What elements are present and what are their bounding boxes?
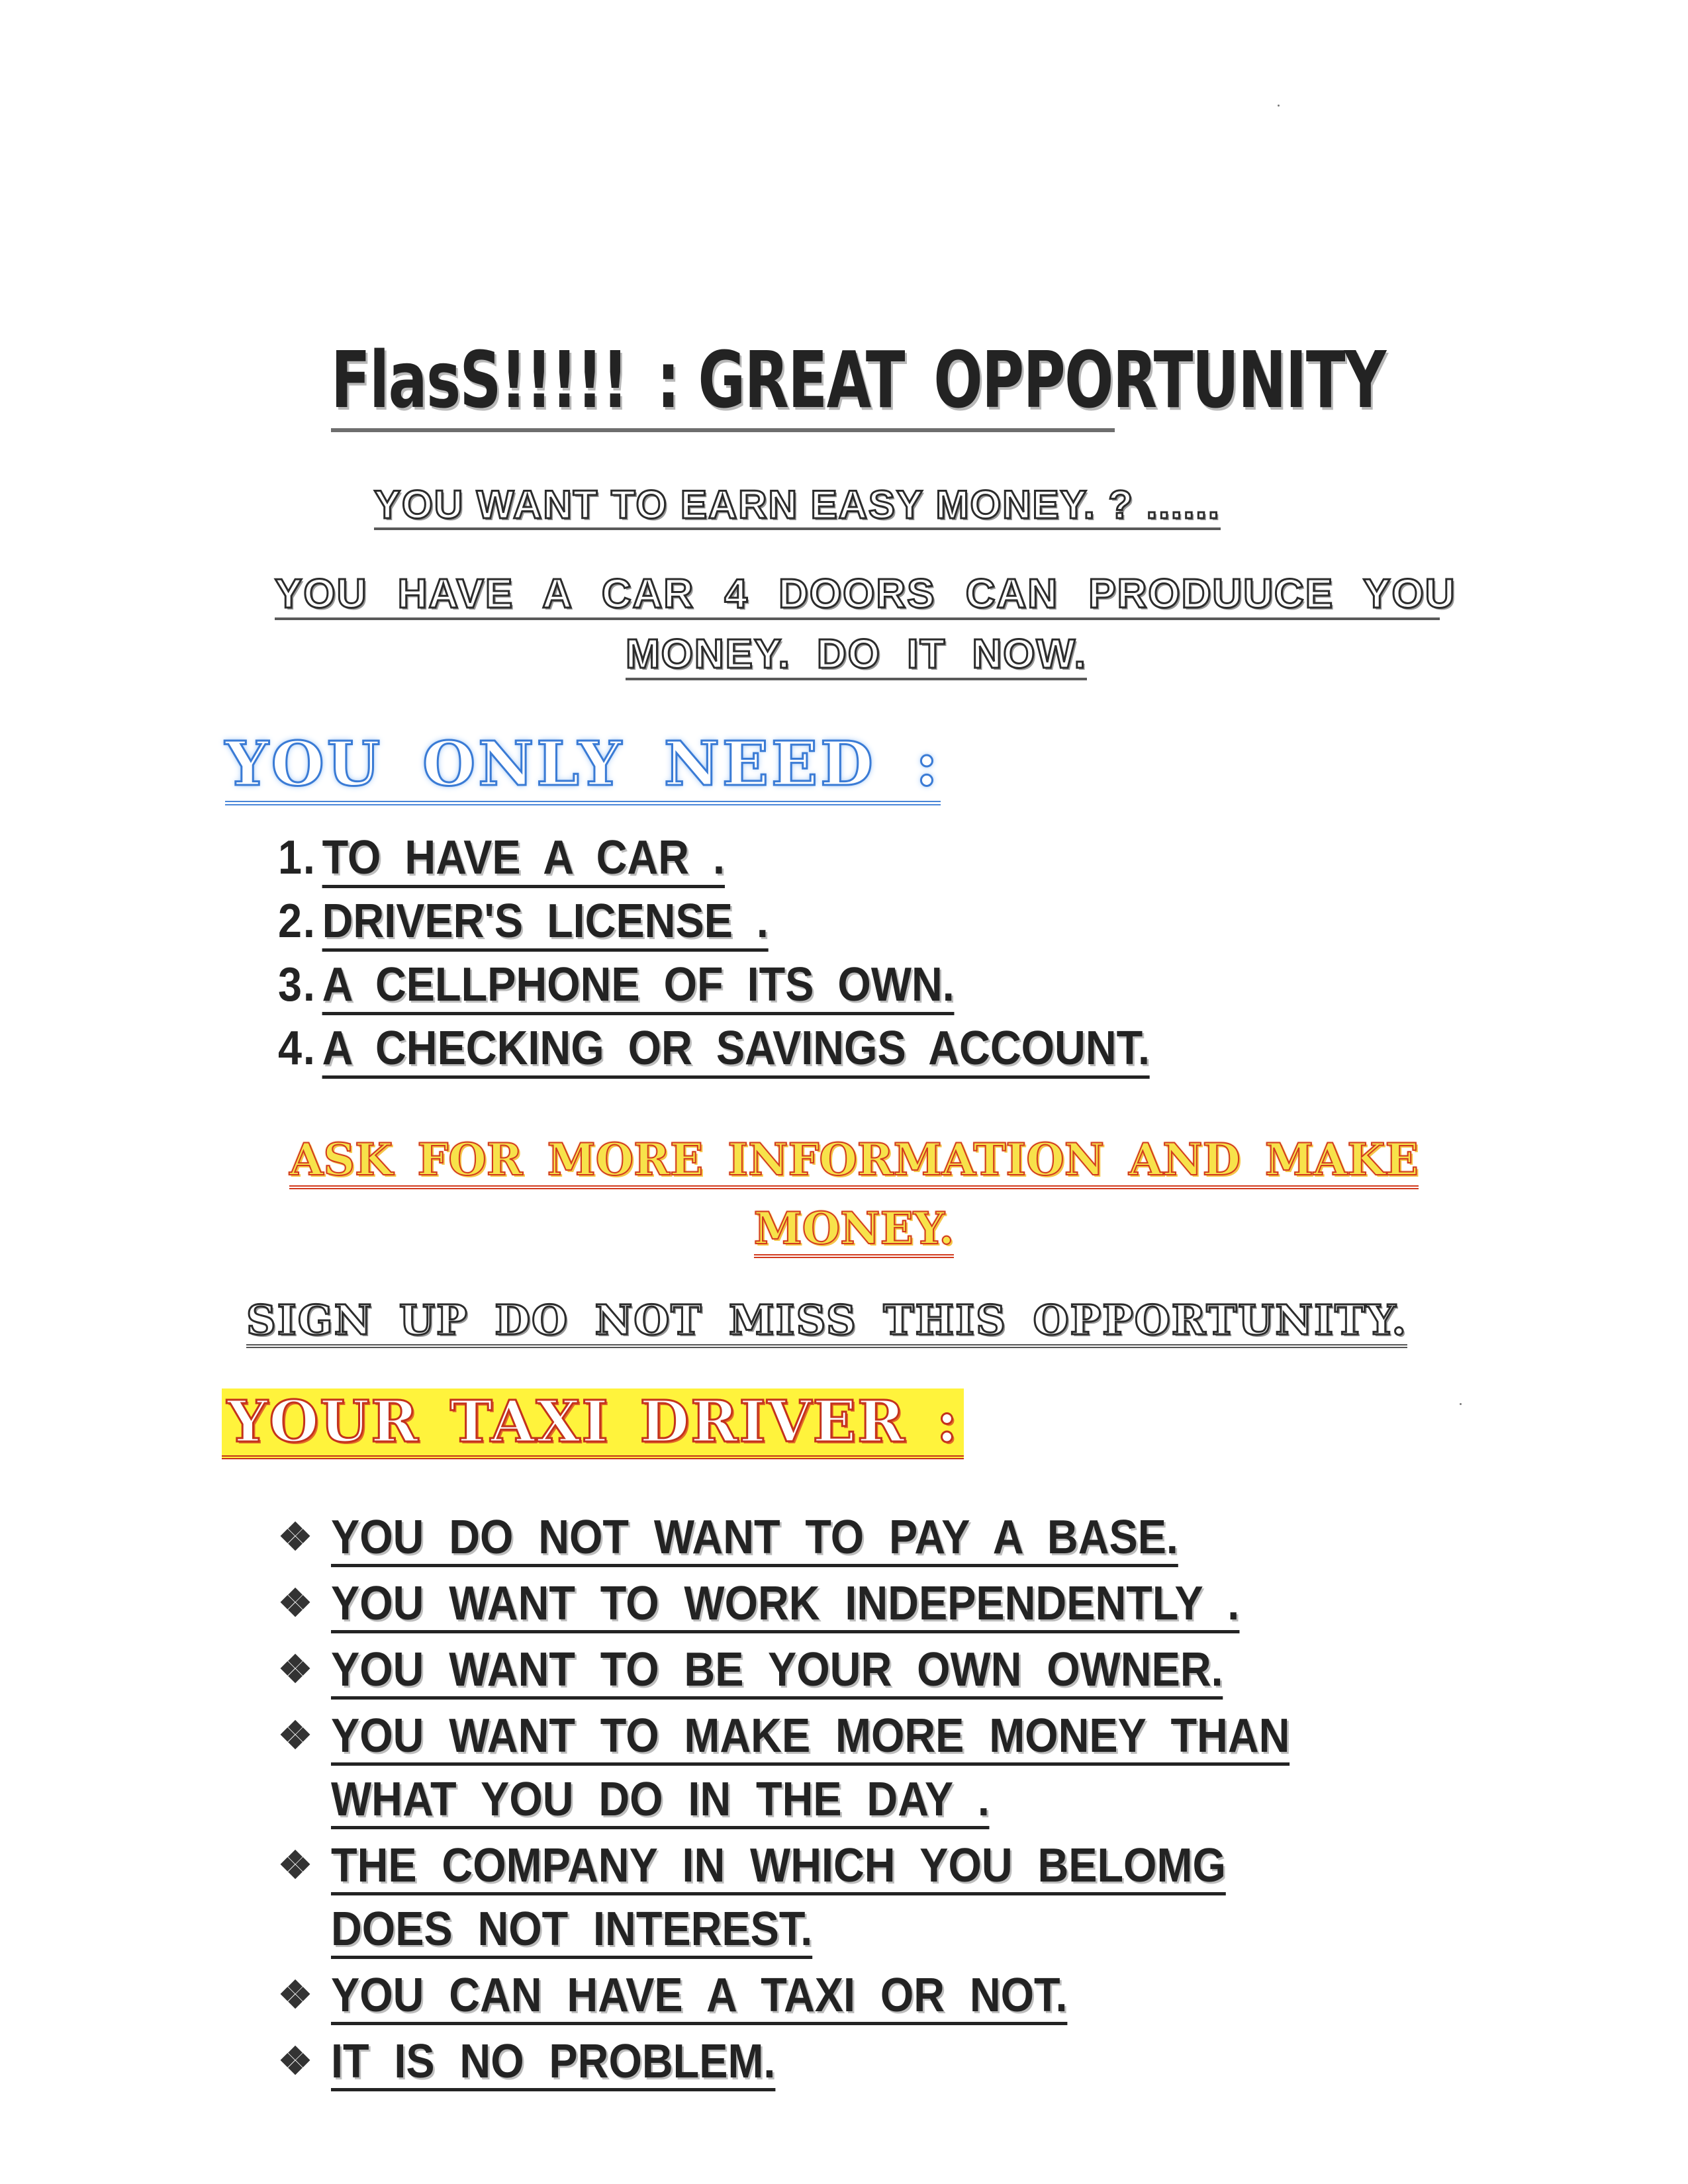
cta-line-1: ASK FOR MORE INFORMATION AND MAKE xyxy=(289,1134,1419,1189)
requirement-number: 1. xyxy=(278,831,316,884)
list-item-text: THE COMPANY IN WHICH YOU BELOMG DOES NOT INTEREST. xyxy=(331,1839,1226,1959)
requirement-item xyxy=(278,958,1150,1021)
list-item-text: YOU WANT TO MAKE MORE MONEY THAN WHAT YOU DO IN THE DAY . xyxy=(331,1709,1289,1829)
diamond-bullet-icon: ❖ xyxy=(278,1582,312,1625)
requirement-text: A CELLPHONE OF ITS OWN. xyxy=(322,958,955,1015)
requirement-text: TO HAVE A CAR . xyxy=(322,831,725,888)
requirement-text: DRIVER'S LICENSE . xyxy=(322,894,769,952)
requirement-number: 4. xyxy=(278,1022,316,1075)
list-item xyxy=(278,1834,1470,1961)
diamond-bullet-icon: ❖ xyxy=(278,1516,312,1559)
intro-earn-money: YOU WANT TO EARN EASY MONEY. ? ...... xyxy=(374,482,1221,530)
requirements-list xyxy=(278,831,1150,1085)
taxi-driver-heading: YOUR TAXI DRIVER : xyxy=(222,1388,964,1459)
scan-speck xyxy=(1278,105,1280,107)
requirement-text: A CHECKING OR SAVINGS ACCOUNT. xyxy=(322,1021,1150,1079)
headline-flash: FlasS!!!!! xyxy=(331,334,628,426)
list-item xyxy=(278,1638,1470,1702)
headline-great: : GREAT xyxy=(657,334,904,426)
list-item xyxy=(278,1506,1470,1569)
list-item xyxy=(278,1704,1470,1831)
diamond-bullet-icon: ❖ xyxy=(278,1844,312,1887)
diamond-bullet-icon: ❖ xyxy=(278,1648,312,1691)
headline xyxy=(331,334,1385,432)
headline-opportunity: OPPORTUNITY xyxy=(933,334,1385,426)
diamond-bullet-icon: ❖ xyxy=(278,1714,312,1757)
list-item xyxy=(278,1964,1470,2027)
cta-line-2: MONEY. xyxy=(754,1203,955,1258)
list-item-text: YOU CAN HAVE A TAXI OR NOT. xyxy=(331,1969,1067,2025)
requirement-item xyxy=(278,1021,1150,1085)
list-item xyxy=(278,2030,1470,2093)
list-item-text: IT IS NO PROBLEM. xyxy=(331,2035,775,2091)
requirement-item xyxy=(278,894,1150,958)
requirement-item xyxy=(278,831,1150,894)
list-item-text: YOU DO NOT WANT TO PAY A BASE. xyxy=(331,1511,1178,1567)
list-item-text: YOU WANT TO BE YOUR OWN OWNER. xyxy=(331,1643,1223,1700)
call-to-action xyxy=(258,1125,1450,1263)
signup-line: SIGN UP DO NOT MISS THIS OPPORTUNITY. xyxy=(246,1296,1407,1348)
requirement-number: 2. xyxy=(278,895,316,948)
list-item-text: YOU WANT TO WORK INDEPENDENTLY . xyxy=(331,1577,1239,1633)
list-item xyxy=(278,1572,1470,1635)
taxi-driver-list xyxy=(278,1506,1470,2096)
intro-do-it-now: MONEY. DO IT NOW. xyxy=(626,631,1087,680)
need-heading: YOU ONLY NEED : xyxy=(225,728,941,805)
intro-car-doors: YOU HAVE A CAR 4 DOORS CAN PRODUUCE YOU xyxy=(275,570,1440,620)
requirement-number: 3. xyxy=(278,958,316,1011)
diamond-bullet-icon: ❖ xyxy=(278,1974,312,2017)
diamond-bullet-icon: ❖ xyxy=(278,2040,312,2083)
scan-speck xyxy=(1460,1403,1462,1405)
